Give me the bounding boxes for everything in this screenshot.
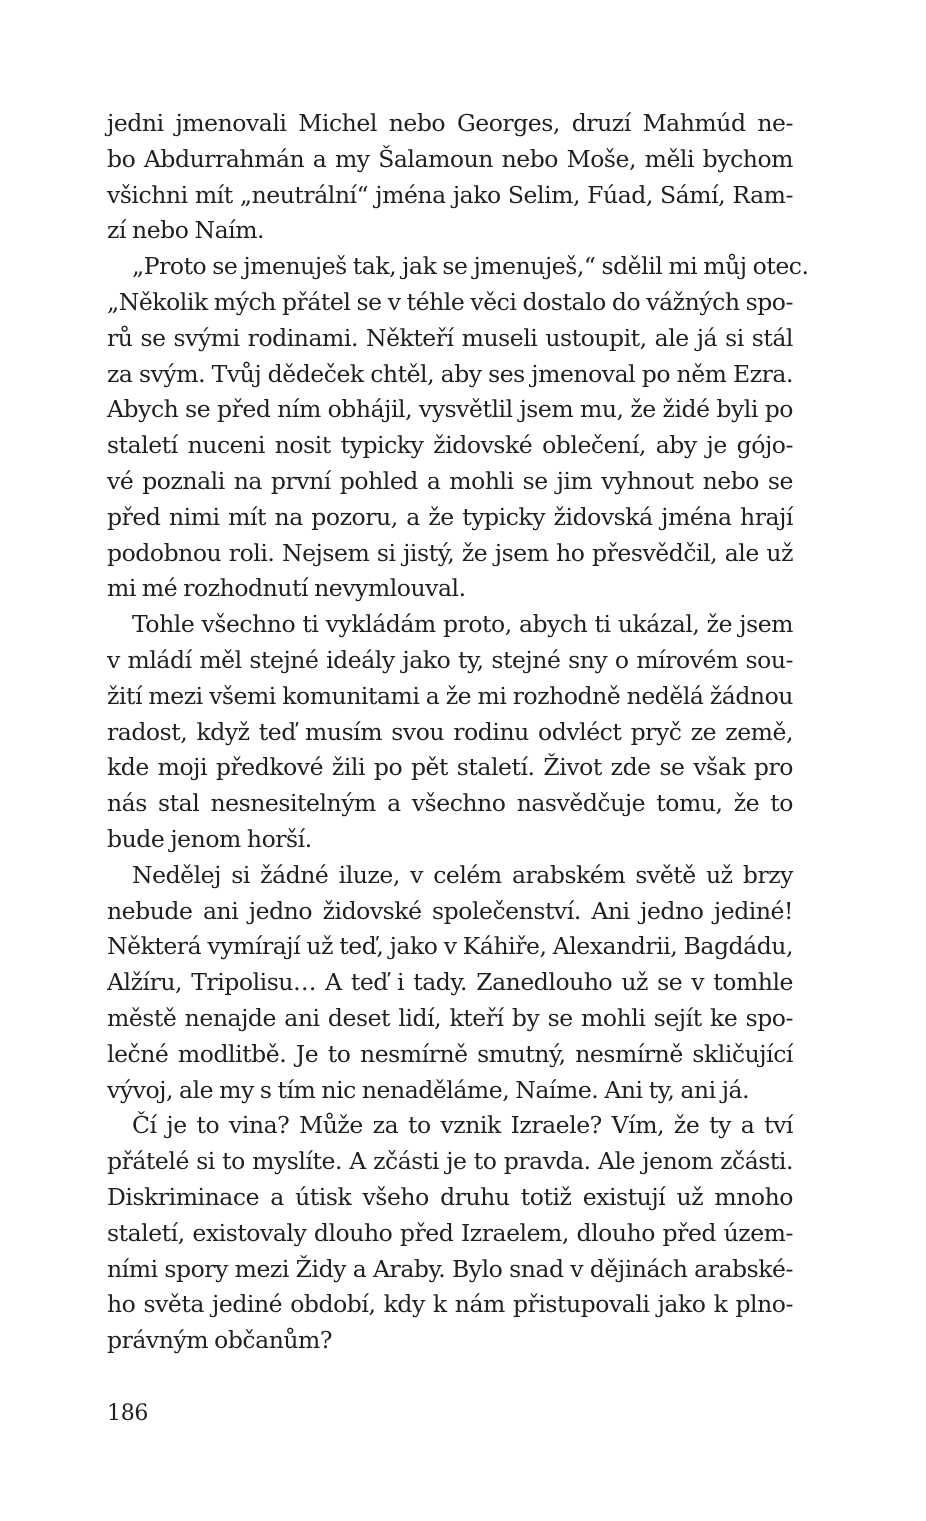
text-line: rů se svými rodinami. Někteří museli ustoupit, ale já si stál — [107, 323, 793, 352]
text-line: Abych se před ním obhájil, vysvětlil jsem mu, že židé byli po — [107, 395, 793, 424]
text-line: právným občanům? — [107, 1326, 333, 1355]
text-line: nás stal nesnesitelným a všechno nasvědčuje tomu, že to — [107, 789, 793, 818]
text-line: bo Abdurrahmán a my Šalamoun nebo Moše, měli bychom — [107, 144, 793, 173]
text-line: Alžíru, Tripolisu… A teď i tady. Zanedlouho už se v tomhle — [107, 968, 793, 997]
text-line: radost, když teď musím svou rodinu odvléct pryč ze země, — [107, 717, 793, 746]
text-line: Tohle všechno ti vykládám proto, abych ti ukázal, že jsem — [132, 610, 793, 639]
text-line: Čí je to vina? Může za to vznik Izraele? Vím, že ty a tví — [132, 1111, 793, 1140]
text-line: jedni jmenovali Michel nebo Georges, druzí Mahmúd ne- — [107, 109, 793, 137]
text-line: nebude ani jedno židovské společenství. Ani jedno jediné! — [107, 896, 793, 925]
text-line: vé poznali na první pohled a mohli se jim vyhnout nebo se — [107, 466, 793, 495]
text-line: městě nenajde ani deset lidí, kteří by se mohli sejít ke spo- — [107, 1003, 793, 1032]
text-line: mi mé rozhodnutí nevymlouval. — [107, 574, 466, 603]
text-line: žití mezi všemi komunitami a že mi rozhodně nedělá žádnou — [107, 681, 793, 710]
text-line: „Několik mých přátel se v téhle věci dostalo do vážných spo- — [107, 287, 793, 316]
page-number: 186 — [107, 1401, 149, 1426]
text-line: lečné modlitbě. Je to nesmírně smutný, nesmírně skličující — [107, 1039, 793, 1068]
text-line: Některá vymírají už teď, jako v Káhiře, Alexandrii, Bagdádu, — [107, 932, 793, 961]
text-line: podobnou roli. Nejsem si jistý, že jsem ho přesvědčil, ale už — [107, 538, 793, 567]
text-line: všichni mít „neutrální“ jména jako Selim, Fúad, Sámí, Ram- — [107, 180, 793, 209]
text-line: staletí nuceni nosit typicky židovské oblečení, aby je gójo- — [107, 431, 793, 460]
text-line: zí nebo Naím. — [107, 216, 265, 245]
text-line: vývoj, ale my s tím nic nenaděláme, Naíme. Ani ty, ani já. — [107, 1075, 750, 1104]
text-line: bude jenom horší. — [107, 824, 312, 853]
body-text — [107, 106, 809, 1359]
text-line: přátelé si to myslíte. A zčásti je to pravda. Ale jenom zčásti. — [107, 1147, 793, 1176]
text-line: Nedělej si žádné iluze, v celém arabském světě už brzy — [132, 860, 793, 889]
text-line: ními spory mezi Židy a Araby. Bylo snad v dějinách arabské- — [107, 1254, 793, 1283]
text-line: staletí, existovaly dlouho před Izraelem, dlouho před územ- — [107, 1218, 793, 1247]
text-line: ho světa jediné období, kdy k nám přistupovali jako k plno- — [107, 1290, 793, 1319]
text-line: kde moji předkové žili po pět staletí. Život zde se však pro — [107, 753, 793, 782]
text-line: v mládí měl stejné ideály jako ty, stejné sny o mírovém sou- — [107, 645, 793, 674]
text-line: za svým. Tvůj dědeček chtěl, aby ses jmenoval po něm Ezra. — [107, 359, 793, 388]
text-line: „Proto se jmenuješ tak, jak se jmenuješ,“ sdělil mi můj otec. — [132, 252, 809, 281]
text-line: před nimi mít na pozoru, a že typicky židovská jména hrají — [107, 502, 793, 531]
text-line: Diskriminace a útisk všeho druhu totiž existují už mnoho — [107, 1182, 793, 1211]
